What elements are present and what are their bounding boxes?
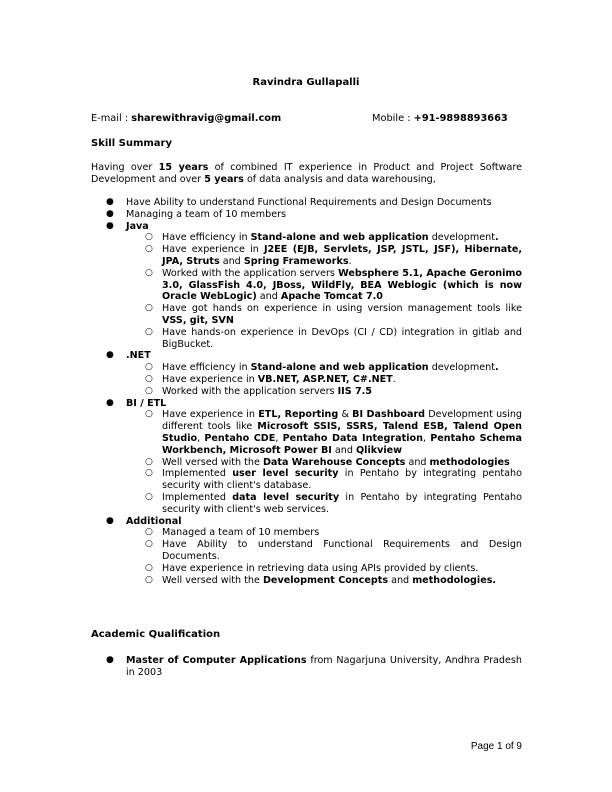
skill-sub-item-text (162, 457, 510, 468)
skill-item (91, 197, 522, 209)
skill-sub-item (91, 374, 522, 386)
text-run: from Nagarjuna University, Andhra Pradesh in 2003 (126, 655, 522, 678)
bold-text: Additional (126, 515, 182, 527)
skill-item (91, 221, 522, 233)
skill-sub-item (91, 244, 522, 268)
skill-sub-item (91, 303, 522, 327)
bold-text: Development Concepts (262, 574, 389, 586)
bullet-dot-icon: ● (106, 655, 114, 665)
bold-text: VB.NET, ASP.NET, C#.NET (257, 373, 393, 385)
academic-list (91, 655, 522, 679)
bold-text: Pentaho Schema Workbench, Microsoft Power BI (162, 432, 522, 456)
qualification-text (126, 655, 522, 678)
bold-text: Microsoft SSIS, SSRS, Talend ESB, Talend Open Studio (162, 421, 522, 444)
text-run: in Pentaho by integrating Pentaho security with client's web services. (162, 491, 522, 515)
bold-text: Pentaho Data Integration (282, 432, 423, 444)
bullet-circle-icon: ○ (145, 468, 153, 479)
text-run: Worked with the application servers (162, 267, 339, 279)
skill-item-text (126, 209, 286, 220)
text-run: & (338, 409, 353, 421)
skill-sub-item (91, 386, 522, 398)
bold-text: Stand-alone and web application (250, 362, 429, 374)
bullet-circle-icon: ○ (145, 527, 153, 538)
bullet-circle-icon: ○ (145, 574, 153, 585)
text-run: Have Ability to understand Functional Requirements and Design Documents (126, 197, 492, 208)
bold-text: ETL, Reporting (258, 409, 339, 421)
bullet-circle-icon: ○ (145, 562, 153, 573)
skill-sub-item-text (162, 527, 319, 538)
skill-sub-item (91, 527, 522, 539)
skill-sub-item-text (162, 244, 522, 267)
bullet-dot-icon: ● (106, 515, 114, 526)
bullet-circle-icon: ○ (145, 409, 153, 420)
skill-sub-item (91, 268, 522, 303)
skill-sub-item (91, 327, 522, 351)
text-run: Managing a team of 10 members (126, 208, 287, 220)
bold-text: Java (126, 220, 149, 232)
academic-heading: Academic Qualification (91, 629, 221, 640)
text-run: and (256, 291, 281, 303)
text-run: Have experience in (162, 244, 264, 256)
skill-sub-item-text (162, 492, 522, 515)
bold-text: Spring Frameworks (243, 255, 349, 267)
bold-text: user level security (232, 468, 339, 480)
mobile-label: Mobile : (372, 113, 414, 124)
skill-sub-item (91, 492, 522, 516)
summary-paragraph (91, 162, 522, 186)
bold-text: Qlikview (356, 444, 403, 456)
bullet-circle-icon: ○ (145, 456, 153, 467)
bullet-dot-icon: ● (106, 397, 114, 408)
bold-text: Data Warehouse Concepts (262, 456, 406, 468)
bullet-circle-icon: ○ (145, 373, 153, 384)
text-run: and (331, 444, 356, 456)
text-run: . (348, 255, 352, 267)
skill-sub-item-text (162, 468, 522, 491)
bold-text: BI / ETL (126, 397, 167, 409)
text-run: of data analysis and data warehousing, (243, 173, 436, 185)
email-address: sharewithravig@gmail.com (131, 113, 282, 124)
skill-sub-item-text (162, 409, 522, 455)
bold-text: Apache Tomcat 7.0 (280, 291, 383, 303)
skill-sub-item (91, 563, 522, 575)
text-run: Well versed with the (162, 574, 263, 586)
skill-sub-item (91, 468, 522, 492)
mobile-block (372, 113, 508, 125)
bold-text: . (494, 232, 499, 244)
bullet-circle-icon: ○ (145, 267, 153, 278)
skill-sub-item-text (162, 303, 522, 326)
bold-text: IIS 7.5 (337, 385, 372, 397)
skill-sub-item-text (162, 539, 522, 562)
skill-sub-item-text (162, 386, 372, 397)
skill-list (91, 197, 522, 586)
candidate-name: Ravindra Gullapalli (252, 77, 360, 88)
skill-summary-heading: Skill Summary (91, 138, 172, 149)
text-run: , (422, 432, 431, 444)
skill-sub-item-text (162, 374, 396, 385)
skill-sub-item-text (162, 327, 522, 350)
bold-text: Pentaho CDE (204, 432, 276, 444)
bullet-circle-icon: ○ (145, 244, 153, 255)
skill-sub-item-text (162, 268, 522, 303)
text-run: Implemented (162, 468, 233, 480)
bullet-dot-icon: ● (106, 208, 114, 219)
skill-item-text (126, 398, 166, 409)
skill-sub-item (91, 457, 522, 469)
text-run: and (405, 456, 430, 468)
skill-item (91, 398, 522, 410)
text-run: , (275, 432, 283, 444)
text-run: Have Ability to understand Functional Requirements and Design Documents. (162, 539, 522, 562)
bullet-dot-icon: ● (106, 197, 114, 207)
bullet-circle-icon: ○ (145, 491, 153, 502)
contact-line (91, 113, 521, 125)
bold-text: methodologies (429, 456, 510, 468)
bullet-circle-icon: ○ (145, 326, 153, 337)
bold-text: methodologies. (412, 574, 497, 586)
bold-text: .NET (126, 350, 151, 362)
skill-item (91, 350, 522, 362)
bold-text: J2EE (EJB, Servlets, JSP, JSTL, JSF), Hibernate, JPA, Struts (162, 244, 522, 267)
text-run: , (197, 432, 205, 444)
qualification-item (91, 655, 522, 679)
bold-text: 5 years (204, 173, 244, 185)
bold-text: Websphere 5.1, Apache Geronimo 3.0, GlassFish 4.0, JBoss, WildFly, BEA Weblogic (which is now Oracle WebLogic) (162, 267, 522, 303)
text-run: Have efficiency in (162, 362, 251, 374)
skill-sub-item-text (162, 575, 496, 586)
text-run: Have hands-on experience in DevOps (CI / CD) integration in gitlab and BigBucket. (162, 326, 522, 350)
bold-text: Master of Computer Applications (126, 655, 307, 666)
skill-item-text (126, 516, 182, 527)
bold-text: data level security (232, 491, 340, 503)
page-number: Page 1 of 9 (470, 741, 522, 752)
bullet-circle-icon: ○ (145, 385, 153, 396)
text-run: Implemented (162, 491, 233, 503)
text-run: development (428, 362, 495, 374)
skill-sub-item-text (162, 563, 478, 574)
text-run: Have experience in retrieving data using APIs provided by clients. (162, 562, 479, 574)
skill-item-text (126, 350, 151, 361)
skill-sub-item-text (162, 232, 499, 243)
text-run: and (219, 255, 244, 267)
bold-text: VSS, git, SVN (162, 314, 234, 326)
email-label: E-mail : (91, 113, 132, 124)
text-run: Development using different tools like (162, 409, 522, 433)
bullet-circle-icon: ○ (145, 232, 153, 243)
text-run: Have experience in (162, 409, 259, 421)
skill-item (91, 516, 522, 528)
bold-text: Stand-alone and web application (250, 232, 429, 244)
skill-item-text (126, 221, 149, 232)
bullet-circle-icon: ○ (145, 362, 153, 373)
text-run: Have efficiency in (162, 232, 251, 244)
bullet-circle-icon: ○ (145, 303, 153, 314)
text-run: development (428, 232, 495, 244)
skill-sub-item (91, 539, 522, 563)
text-run: Have experience in (162, 373, 258, 385)
skill-sub-item (91, 409, 522, 456)
text-run: Having over (91, 162, 159, 173)
skill-sub-item (91, 362, 522, 374)
text-run: in Pentaho by integrating pentaho security with client's database. (162, 468, 522, 492)
bullet-dot-icon: ● (106, 350, 114, 361)
mobile-number: +91-9898893663 (413, 113, 508, 124)
skill-sub-item (91, 232, 522, 244)
text-run: . (392, 373, 396, 385)
bold-text: BI Dashboard (352, 409, 426, 421)
text-run: Worked with the application servers (162, 385, 338, 397)
text-run: Have got hands on experience in using version management tools like (162, 303, 522, 315)
bold-text: . (494, 362, 499, 374)
skill-sub-item (91, 575, 522, 587)
text-run: of combined IT experience in Product and Project Software Development and over (91, 162, 522, 185)
bullet-dot-icon: ● (106, 220, 114, 231)
text-run: Managed a team of 10 members (162, 527, 320, 539)
bold-text: 15 years (158, 162, 209, 173)
skill-sub-item-text (162, 362, 499, 373)
skill-item (91, 209, 522, 221)
bullet-circle-icon: ○ (145, 539, 153, 550)
text-run: and (388, 574, 413, 586)
skill-item-text (126, 197, 492, 208)
text-run: Well versed with the (162, 456, 263, 468)
